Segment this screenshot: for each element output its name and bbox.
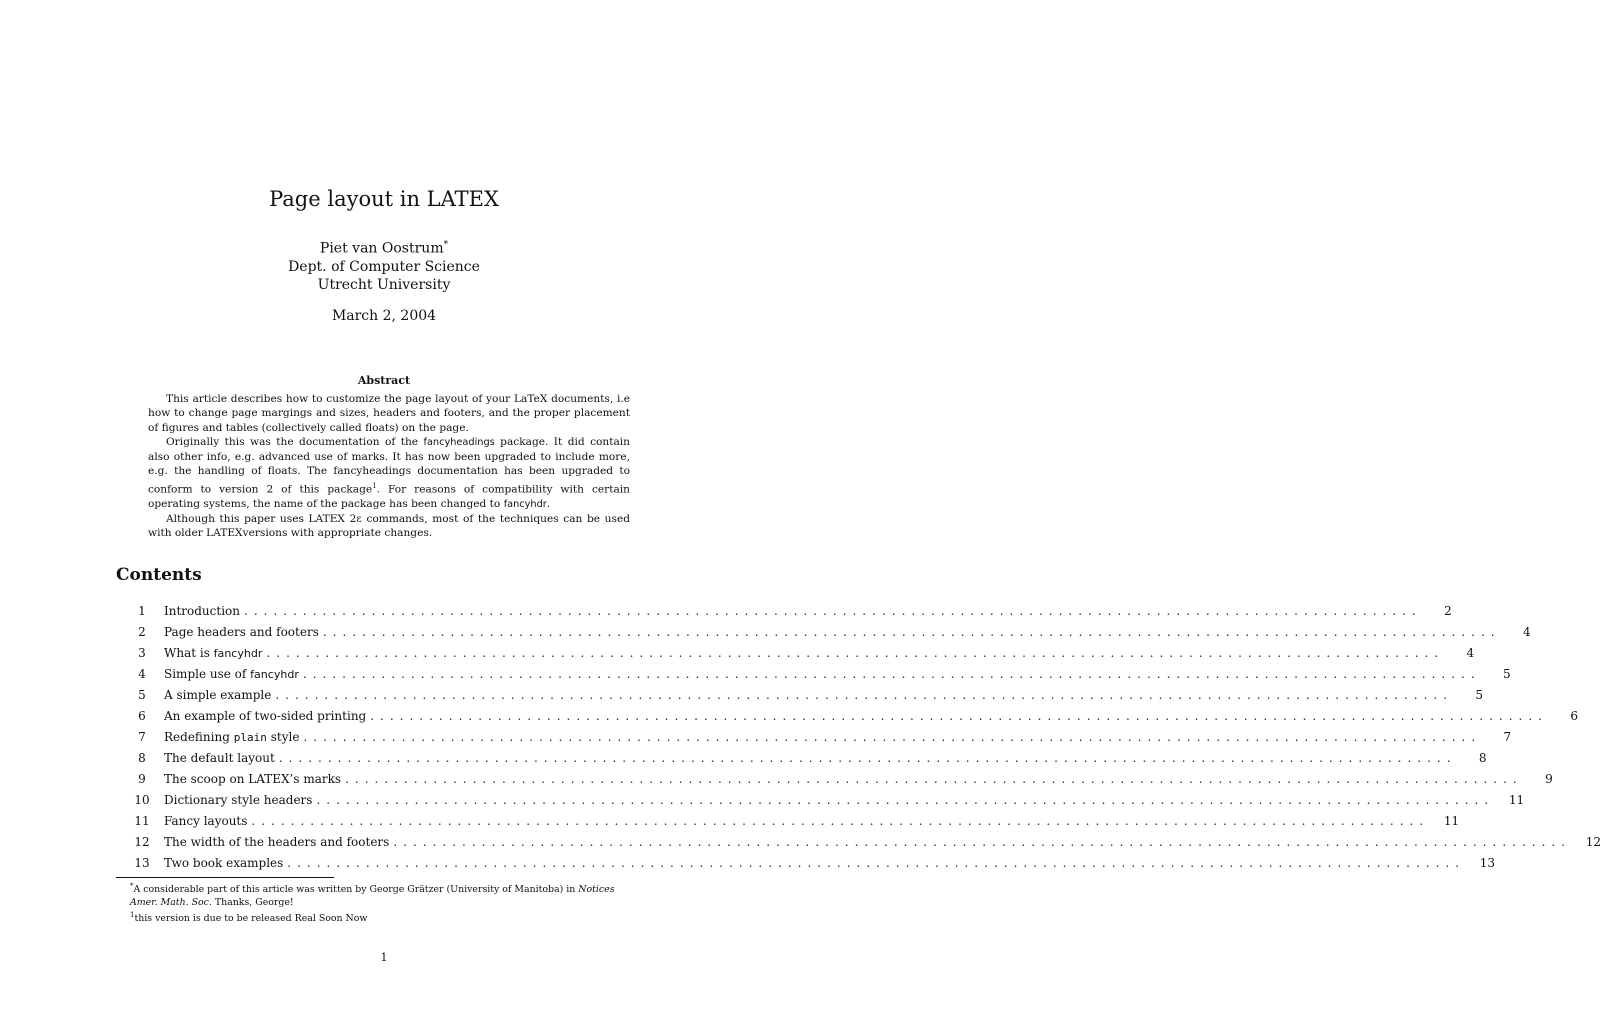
toc-entry[interactable]: [120, 664, 1511, 685]
author-line: [0, 236, 768, 258]
toc-entry-page: 12: [1585, 835, 1601, 849]
abstract-heading: Abstract: [357, 374, 411, 387]
toc-leader-dots: ........................................................................................................................: [345, 772, 1523, 786]
toc-entry-title: The width of the headers and footers: [164, 835, 390, 849]
abstract-paragraph-3: Although this paper uses LATEX 2ε commands, most of the techniques can be used with older LATEXversions with appropriate changes.: [148, 512, 630, 540]
abstract-text: . For reasons of compatibility with certain operating systems, the name of the package has been changed to: [148, 483, 630, 510]
toc-entry-number: 10: [134, 793, 150, 807]
toc-entry-title: [164, 664, 299, 685]
toc-leader-dots: ........................................................................................................................: [302, 667, 1481, 681]
toc-entry[interactable]: [120, 727, 1512, 748]
toc-entry[interactable]: [120, 685, 1484, 706]
toc-entry-title: The default layout: [164, 751, 275, 765]
toc-entry[interactable]: [120, 748, 1487, 769]
toc-leader-dots: ........................................................................................................................: [370, 709, 1548, 723]
journal-name: Notices Amer. Math. Soc.: [130, 884, 615, 908]
footnote-text: this version is due to be released Real Soon Now: [134, 913, 368, 925]
toc-entry-number: 7: [138, 730, 146, 744]
author-footnote-mark: *: [443, 240, 449, 250]
toc-entry-page: 7: [1503, 730, 1512, 744]
toc-leader-dots: ........................................................................................................................: [316, 793, 1495, 807]
toc-entry-title: Fancy layouts: [164, 814, 248, 828]
toc-entry-page: 5: [1475, 688, 1484, 702]
footnote-1: [116, 880, 636, 909]
toc-entry-title: [164, 727, 299, 748]
toc-entry-page: 9: [1545, 772, 1553, 786]
footnote-text: Thanks, George!: [211, 896, 294, 908]
paper-title: Page layout in LATEX: [269, 187, 499, 211]
toc-leader-dots: ........................................................................................................................: [393, 835, 1572, 849]
toc-entry-title: An example of two-sided printing: [164, 709, 367, 723]
toc-entry[interactable]: [120, 853, 1496, 874]
toc-entry-number: 3: [138, 646, 146, 660]
package-name-fancyhdr: fancyhdr: [503, 498, 547, 510]
toc-entry[interactable]: [120, 769, 1553, 790]
footnote-text: A considerable part of this article was written by George Grätzer (University of Manitoba) in: [133, 884, 579, 896]
abstract-text: Originally this was the documentation of the: [166, 435, 424, 448]
toc-leader-dots: ........................................................................................................................: [275, 688, 1454, 702]
toc-entry-number: 9: [138, 772, 146, 786]
toc-entry-number: 8: [138, 751, 146, 765]
toc-leader-dots: ........................................................................................................................: [251, 814, 1430, 828]
toc-leader-dots: ........................................................................................................................: [278, 751, 1457, 765]
author-name: Piet van Oostrum: [319, 240, 444, 257]
toc-entry-page: 13: [1479, 856, 1496, 870]
toc-entry-title: A simple example: [164, 688, 272, 702]
toc-entry-number: 6: [138, 709, 146, 723]
toc-entry-page: 4: [1522, 625, 1531, 639]
toc-entry[interactable]: [120, 790, 1525, 811]
toc-entry-number: 5: [138, 688, 146, 702]
footnote-ref-1: 1: [372, 481, 377, 490]
toc-title-text: style: [266, 730, 300, 744]
toc-entry[interactable]: [120, 622, 1531, 643]
toc-title-text: Simple use of: [164, 667, 251, 681]
toc-leader-dots: ........................................................................................................................: [322, 625, 1501, 639]
paper-date: March 2, 2004: [331, 308, 437, 324]
abstract-paragraph-1: This article describes how to customize the page layout of your LaTeX documents, i.e how to change page margings and sizes, headers and footers, and the proper placement of figures and tables (collectively called floats) on the page.: [148, 393, 630, 434]
toc-entry-number: 4: [138, 667, 146, 681]
department: Dept. of Computer Science: [288, 258, 480, 275]
toc-entry[interactable]: [120, 643, 1475, 664]
contents-heading: Contents: [116, 565, 202, 585]
toc-entry-title: Two book examples: [164, 856, 284, 870]
toc-entry-title: Introduction: [164, 604, 240, 618]
toc-entry-page: 4: [1466, 646, 1475, 660]
toc-entry[interactable]: [120, 811, 1460, 832]
toc-leader-dots: ........................................................................................................................: [287, 856, 1466, 870]
toc-entry-number: 2: [138, 625, 146, 639]
footnote-mark: 1: [130, 911, 135, 920]
table-of-contents: [120, 601, 1601, 874]
toc-entry-page: 8: [1478, 751, 1487, 765]
toc-entry[interactable]: [120, 601, 1452, 622]
abstract-paragraph-2: [148, 435, 630, 512]
toc-entry-number: 13: [134, 856, 150, 870]
toc-entry-page: 11: [1508, 793, 1525, 807]
university: Utrecht University: [317, 276, 451, 293]
toc-title-package: fancyhdr: [250, 668, 299, 681]
footnote-rule: [116, 877, 334, 878]
toc-entry-title: Page headers and footers: [164, 625, 319, 639]
abstract-text: .: [546, 497, 551, 510]
author-block: [0, 236, 768, 294]
toc-entry[interactable]: [120, 706, 1578, 727]
toc-entry-title: Dictionary style headers: [164, 793, 313, 807]
toc-title-text: Redefining: [164, 730, 234, 744]
toc-entry-number: 1: [138, 604, 146, 618]
toc-entry[interactable]: [120, 832, 1601, 853]
toc-title-package: fancyhdr: [213, 647, 263, 660]
toc-entry-number: 11: [134, 814, 150, 828]
footnotes: [116, 880, 636, 926]
toc-entry-title: [164, 643, 262, 664]
toc-entry-number: 12: [134, 835, 150, 849]
footnote-2: [116, 909, 636, 926]
page-number: 1: [380, 951, 388, 964]
toc-title-code: plain: [233, 731, 267, 744]
toc-entry-title: The scoop on LATEX’s marks: [164, 772, 342, 786]
package-name: fancyheadings: [423, 436, 495, 448]
abstract-body: [148, 392, 630, 541]
toc-leader-dots: ........................................................................................................................: [303, 730, 1482, 744]
toc-entry-page: 2: [1444, 604, 1452, 618]
abstract-text: package. It did contain also other info, e.g. advanced use of marks. It has now been upgraded to include more, e.g. the handling of floats. The fancyheadings documentation has been upgraded to conform to version 2 of this package: [148, 435, 631, 496]
toc-entry-page: 5: [1503, 667, 1511, 681]
toc-leader-dots: ........................................................................................................................: [266, 646, 1445, 660]
toc-entry-page: 11: [1443, 814, 1460, 828]
toc-entry-page: 6: [1570, 709, 1578, 723]
footnote-mark: *: [130, 882, 134, 890]
toc-title-text: What is: [164, 646, 214, 660]
toc-leader-dots: ........................................................................................................................: [244, 604, 1422, 618]
